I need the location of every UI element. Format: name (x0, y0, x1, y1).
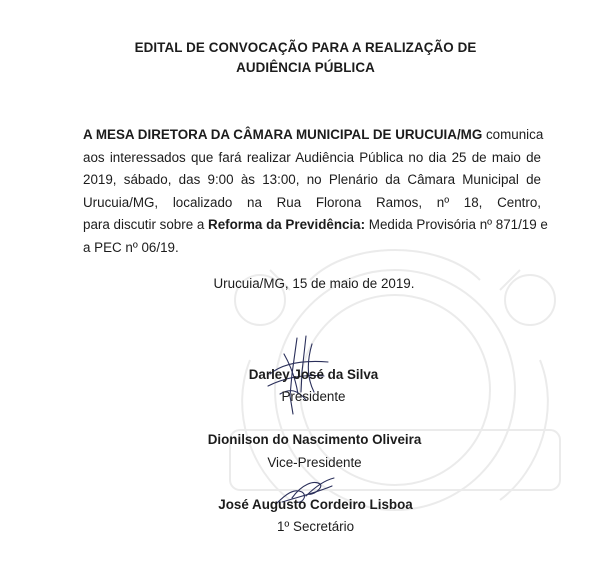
issuing-body: A MESA DIRETORA DA CÂMARA MUNICIPAL DE URUCUIA/MG (83, 127, 483, 142)
place-and-date: Urucuia/MG, 15 de maio de 2019. (213, 276, 415, 291)
body-line-1 (83, 124, 544, 147)
subject-highlight: Reforma da Previdência: (208, 217, 366, 232)
document-title-line1: EDITAL DE CONVOCAÇÃO PARA A REALIZAÇÃO DE (134, 40, 477, 55)
document-title-line2: AUDIÊNCIA PÚBLICA (236, 60, 375, 75)
body-line-2: aos interessados que fará realizar Audiência Pública no dia 25 de maio de (83, 149, 541, 165)
signatory-1-role: Presidente (281, 389, 346, 404)
signatory-2-name: Dionilson do Nascimento Oliveira (207, 432, 422, 447)
body-line-5-start: para discutir sobre a (83, 217, 209, 232)
signatory-2-role: Vice-Presidente (267, 455, 362, 470)
body-line-6: a PEC nº 06/19. (83, 239, 179, 255)
body-line-1-rest: comunica (482, 127, 544, 142)
signatory-1-name: Darley José da Silva (248, 367, 379, 382)
signatory-3-role: 1º Secretário (276, 519, 355, 534)
signatory-3-name: José Augusto Cordeiro Lisboa (218, 497, 413, 512)
announcement-body (83, 124, 548, 259)
body-line-3: 2019, sábado, das 9:00 às 13:00, no Plenário da Câmara Municipal de (83, 172, 541, 187)
body-line-4: Urucuia/MG, localizado na Rua Florona Ramos, nº 18, Centro, (83, 194, 541, 210)
body-line-5 (83, 214, 548, 237)
body-line-5-end: Medida Provisória nº 871/19 e (365, 217, 548, 232)
